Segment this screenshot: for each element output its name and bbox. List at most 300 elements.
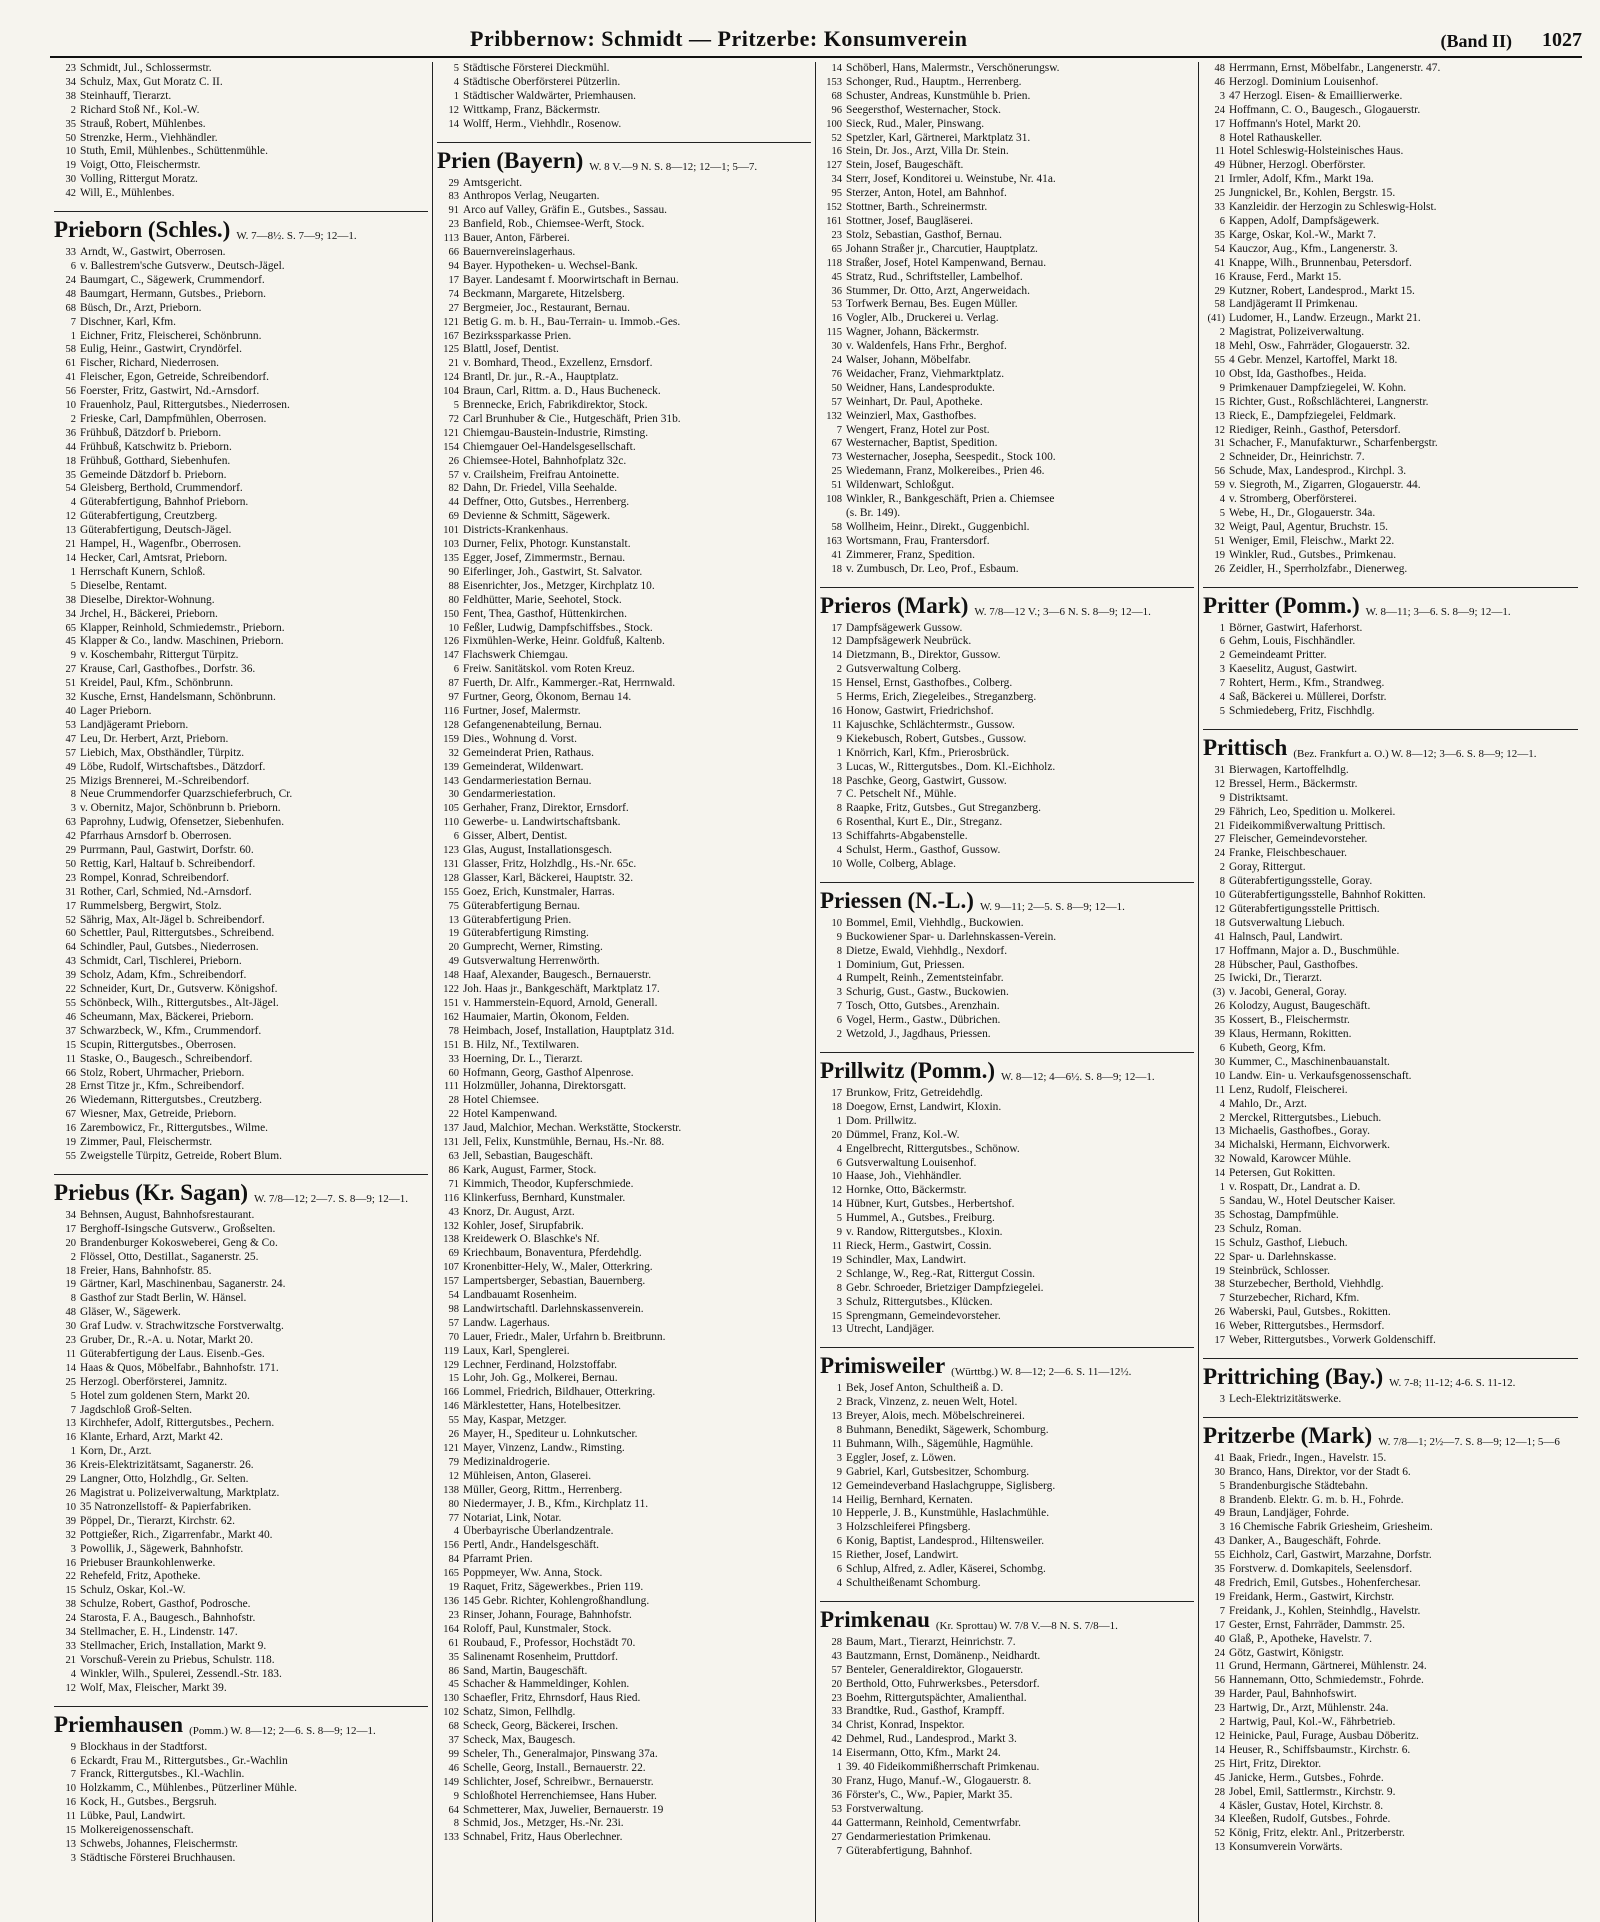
phone-number: 30: [831, 1775, 842, 1787]
phone-number: 1: [1219, 622, 1225, 634]
phone-number: 46: [1214, 76, 1225, 88]
directory-entry: [54, 1039, 428, 1053]
directory-entry: [54, 1348, 428, 1362]
phone-number: 125: [443, 344, 459, 356]
subscriber-text: Raquet, Fritz, Sägewerkbes., Prien 119.: [463, 1581, 644, 1594]
subscriber-text: Purrmann, Paul, Gastwirt, Dorfstr. 60.: [80, 844, 254, 857]
directory-entry: [54, 1251, 428, 1265]
directory-entry: [437, 997, 811, 1011]
phone-number: 35: [1214, 1564, 1225, 1576]
phone-number: 8: [1219, 132, 1225, 144]
directory-entry: [54, 1136, 428, 1150]
subscriber-text: Kirchhefer, Adolf, Rittergutsbes., Pechern.: [80, 1417, 275, 1430]
subscriber-text: Straßer, Josef, Hotel Kampenwand, Bernau.: [846, 256, 1047, 269]
phone-number: 167: [443, 330, 459, 342]
subscriber-text: Hoffmann, Major a. D., Buschmühle.: [1229, 944, 1400, 957]
subscriber-text: Tosch, Otto, Gutsbes., Arenzhain.: [846, 1000, 1000, 1013]
subscriber-text: Schettler, Paul, Rittergutsbes., Schreibend.: [80, 927, 275, 940]
directory-entry: [54, 104, 428, 118]
subscriber-text: Gabriel, Karl, Gutsbesitzer, Schomburg.: [846, 1465, 1030, 1478]
directory-entry: [1203, 677, 1578, 691]
phone-number: 41: [1214, 257, 1225, 269]
phone-number: 148: [443, 970, 459, 982]
phone-number: 68: [448, 1721, 459, 1733]
phone-number: 24: [831, 355, 842, 367]
phone-number: 30: [1214, 1056, 1225, 1068]
phone-number: 105: [443, 803, 459, 815]
subscriber-text: v. Jacobi, General, Goray.: [1229, 986, 1347, 999]
phone-number: 27: [1214, 834, 1225, 846]
phone-number: 26: [1214, 1307, 1225, 1319]
place-name: Primkenau: [820, 1606, 930, 1632]
directory-entry: [54, 1053, 428, 1067]
directory-entry: [820, 1028, 1194, 1042]
directory-entry: [1203, 959, 1578, 973]
place-name: Prieros (Mark): [820, 592, 969, 618]
subscriber-text: Weigt, Paul, Agentur, Bruchstr. 15.: [1229, 520, 1389, 533]
subscriber-text: Mayer, Vinzenz, Landw., Rimsting.: [463, 1442, 625, 1454]
subscriber-text: Schmid, Jos., Metzger, Hs.-Nr. 23i.: [463, 1817, 624, 1830]
phone-number: 30: [65, 174, 76, 186]
directory-entry: [54, 691, 428, 705]
subscriber-text: Egger, Josef, Zimmermstr., Bernau.: [463, 552, 626, 564]
subscriber-text: Eichner, Fritz, Fleischerei, Schönbrunn.: [80, 329, 262, 342]
phone-number: 3: [70, 803, 76, 815]
subscriber-text: Zimmerer, Franz, Spedition.: [846, 548, 975, 561]
subscriber-text: Bayer. Landesamt f. Moorwirtschaft in Bernau.: [463, 273, 679, 286]
phone-number: 57: [448, 469, 459, 481]
phone-number: 10: [831, 1508, 842, 1520]
subscriber-text: Vorschuß-Verein zu Priebus, Schulstr. 118.: [80, 1653, 275, 1666]
phone-number: 2: [1219, 862, 1225, 874]
directory-entry: [54, 260, 428, 274]
subscriber-text: Landw. Lagerhaus.: [463, 1316, 550, 1329]
directory-entry: [437, 1164, 811, 1178]
phone-number: 38: [65, 1599, 76, 1611]
phone-number: 8: [1219, 1494, 1225, 1506]
subscriber-text: Rosenthal, Kurt E., Dir., Streganz.: [846, 816, 1003, 829]
subscriber-text: Engelbrecht, Rittergutsbes., Schönow.: [846, 1142, 1020, 1155]
subscriber-text: Jrchel, H., Bäckerei, Prieborn.: [80, 607, 218, 620]
directory-entry: [820, 1480, 1194, 1494]
phone-number: 7: [836, 789, 842, 801]
phone-number: 121: [443, 1443, 459, 1454]
directory-entry: [820, 1115, 1194, 1129]
phone-number: 30: [448, 789, 459, 801]
subscriber-text: Pöppel, Dr., Tierarzt, Kirchstr. 62.: [80, 1514, 236, 1527]
directory-entry: [54, 1265, 428, 1279]
subscriber-text: Mehl, Osw., Fahrräder, Glogauerstr. 32.: [1229, 340, 1411, 353]
subscriber-text: Kohler, Josef, Sirupfabrik.: [463, 1219, 584, 1232]
phone-number: 58: [65, 344, 76, 356]
subscriber-text: Vogler, Alb., Druckerei u. Verlag.: [846, 312, 999, 325]
columns-container: [50, 62, 1582, 1922]
directory-entry: [54, 844, 428, 858]
subscriber-text: Bauer, Anton, Färberei.: [463, 232, 570, 245]
phone-number: 4: [836, 973, 842, 985]
directory-entry: [437, 1025, 811, 1039]
subscriber-text: Brandenb. Elektr. G. m. b. H., Fohrde.: [1229, 1493, 1404, 1506]
subscriber-text: Berthold, Otto, Fuhrwerksbes., Petersdorf.: [846, 1677, 1040, 1690]
subscriber-text: Landw. Ein- u. Verkaufsgenossenschaft.: [1229, 1069, 1412, 1082]
phone-number: 7: [836, 424, 842, 436]
phone-number: 36: [831, 285, 842, 297]
directory-entry: [437, 733, 811, 747]
subscriber-text: Städtischer Waldwärter, Priemhausen.: [463, 89, 637, 102]
directory-entry: [437, 1345, 811, 1359]
phone-number: 29: [1214, 806, 1225, 818]
directory-entry: [54, 441, 428, 455]
directory-entry: [437, 357, 811, 371]
phone-number: 5: [453, 400, 459, 412]
subscriber-text: Gumprecht, Werner, Rimsting.: [463, 941, 603, 954]
subscriber-text: Winkler, Rud., Gutsbes., Primkenau.: [1229, 548, 1397, 561]
column-2: [433, 62, 816, 1922]
phone-number: 17: [65, 1223, 76, 1235]
subscriber-text: Franke, Fleischbeschauer.: [1229, 847, 1347, 860]
directory-entry: [54, 1668, 428, 1682]
phone-number: 42: [65, 831, 76, 843]
subscriber-text: Mahlo, Dr., Arzt.: [1229, 1097, 1307, 1110]
subscriber-text: Gester, Ernst, Fahrräder, Dammstr. 25.: [1229, 1618, 1405, 1631]
directory-entry: [437, 969, 811, 983]
phone-number: 27: [448, 302, 459, 314]
directory-entry: [437, 469, 811, 483]
phone-number: 47: [65, 733, 76, 745]
subscriber-text: Sterzer, Anton, Hotel, am Bahnhof.: [846, 187, 1007, 200]
directory-entry: [1203, 1758, 1578, 1772]
subscriber-text: Benteler, Generaldirektor, Glogauerstr.: [846, 1663, 1024, 1676]
directory-entry: [54, 663, 428, 677]
directory-entry: [1203, 1660, 1578, 1674]
directory-entry: [1203, 917, 1578, 931]
subscriber-text: Westernacher, Josepha, Seespedit., Stock 100.: [846, 451, 1056, 464]
phone-number: 46: [448, 1762, 459, 1774]
subscriber-text: Schlange, W., Reg.-Rat, Rittergut Cossin.: [846, 1267, 1035, 1280]
subscriber-text: Landwirtschaftl. Darlehnskassenverein.: [463, 1302, 644, 1315]
phone-number: 8: [836, 1425, 842, 1437]
directory-entry: [437, 1762, 811, 1776]
directory-entry: [54, 132, 428, 146]
column-4: [1199, 62, 1582, 1922]
directory-entry: [1203, 201, 1578, 215]
directory-entry: [1203, 257, 1578, 271]
directory-entry: [437, 1108, 811, 1122]
subscriber-text: Schacher, F., Manufakturwr., Scharfenbergstr.: [1229, 437, 1438, 450]
directory-entry: [54, 1810, 428, 1824]
subscriber-text: Städtische Försterei Bruchhausen.: [80, 1851, 236, 1864]
directory-entry: [1203, 1480, 1578, 1494]
subscriber-text: Weidner, Hans, Landesprodukte.: [846, 381, 995, 394]
directory-entry: [820, 1803, 1194, 1817]
subscriber-text: Powollik, J., Sägewerk, Bahnhofstr.: [80, 1542, 244, 1555]
directory-entry: [1203, 451, 1578, 465]
directory-entry: [1203, 889, 1578, 903]
subscriber-text: Magistrat, Polizeiverwaltung.: [1229, 326, 1365, 339]
directory-entry: [1203, 875, 1578, 889]
subscriber-text: Bauernvereinslagerhaus.: [463, 246, 576, 259]
directory-entry: [437, 1692, 811, 1706]
phone-number: 53: [65, 719, 76, 731]
subscriber-text: Gemeindeamt Pritter.: [1229, 649, 1327, 662]
phone-number: 28: [65, 1081, 76, 1093]
directory-entry: [820, 1831, 1194, 1845]
subscriber-text: Eisermann, Otto, Kfm., Markt 24.: [846, 1747, 1001, 1760]
directory-entry: [1203, 382, 1578, 396]
subscriber-text: Neue Crummendorfer Quarzschieferbruch, Cr.: [80, 788, 293, 801]
subscriber-text: Westernacher, Baptist, Spedition.: [846, 437, 998, 450]
phone-number: 116: [443, 705, 459, 717]
phone-number: 20: [831, 1678, 842, 1690]
subscriber-text: Gutsverwaltung Colberg.: [846, 663, 961, 676]
directory-entry: [437, 1275, 811, 1289]
phone-number: 55: [65, 1150, 76, 1162]
subscriber-text: Franz, Hugo, Manuf.-W., Glogauerstr. 8.: [846, 1774, 1032, 1787]
subscriber-text: Güterabfertigungsstelle, Goray.: [1229, 875, 1373, 888]
subscriber-text: May, Kaspar, Metzger.: [463, 1414, 567, 1427]
subscriber-text: Weniger, Emil, Fleischw., Markt 22.: [1229, 534, 1395, 547]
place-name: Priebus (Kr. Sagan): [54, 1179, 249, 1205]
directory-entry: [54, 622, 428, 636]
subscriber-text: Eichholz, Carl, Gastwirt, Marzahne, Dorfstr.: [1229, 1549, 1432, 1562]
directory-entry: [1203, 986, 1578, 1000]
subscriber-text: Lenz, Rudolf, Fleischerei.: [1229, 1083, 1348, 1096]
directory-entry: [54, 62, 428, 76]
directory-entry: [54, 1209, 428, 1223]
phone-number: 65: [65, 622, 76, 634]
phone-number: 20: [448, 942, 459, 954]
subscriber-text: Schulze, Robert, Gasthof, Podrosche.: [80, 1598, 251, 1611]
subscriber-text: Dies., Wohnung d. Vorst.: [463, 732, 577, 745]
directory-entry: [1203, 1452, 1578, 1466]
directory-entry: [437, 941, 811, 955]
phone-number: 40: [1214, 1633, 1225, 1645]
subscriber-text: Schmidt, Carl, Tischlerei, Prieborn.: [80, 955, 242, 968]
subscriber-text: Boehm, Rittergutspächter, Amalienthal.: [846, 1691, 1027, 1704]
subscriber-text: Güterabfertigung, Bahnhof Prieborn.: [80, 496, 249, 509]
directory-entry: [1203, 354, 1578, 368]
phone-number: 34: [831, 1720, 842, 1732]
directory-entry: [54, 719, 428, 733]
directory-entry: [820, 62, 1194, 76]
directory-entry: [437, 441, 811, 455]
subscriber-text: Dieselbe, Rentamt.: [80, 579, 167, 592]
phone-number: 26: [65, 1488, 76, 1499]
directory-entry: [1203, 1563, 1578, 1577]
subscriber-text: Rummelsberg, Bergwirt, Stolz.: [80, 899, 222, 912]
directory-entry: [54, 1011, 428, 1025]
subscriber-text: Molkereigenossenschaft.: [80, 1824, 194, 1837]
phone-number: 3: [70, 1543, 76, 1555]
directory-entry: [1203, 1535, 1578, 1549]
phone-number: 23: [448, 219, 459, 231]
phone-number: 45: [65, 636, 76, 648]
subscriber-text: Feldhütter, Marie, Seehotel, Stock.: [463, 593, 622, 606]
subscriber-text: Danker, A., Baugeschäft, Fohrde.: [1229, 1535, 1382, 1548]
directory-entry: [437, 1192, 811, 1206]
subscriber-text: Mizigs Brennerei, M.-Schreibendorf.: [80, 774, 250, 787]
subscriber-text: Güterabfertigungsstelle Prittisch.: [1229, 902, 1380, 915]
phone-number: 20: [831, 1129, 842, 1141]
phone-number: 12: [1214, 424, 1225, 436]
subscriber-text: Schnabel, Fritz, Haus Oberlechner.: [463, 1831, 623, 1844]
phone-number: 5: [453, 63, 459, 74]
directory-entry: [437, 246, 811, 260]
phone-number: 18: [831, 563, 842, 575]
place-name: Priessen (N.-L.): [820, 887, 974, 913]
subscriber-text: Heimbach, Josef, Installation, Hauptplatz 31d.: [463, 1024, 675, 1037]
directory-entry: [54, 900, 428, 914]
phone-number: 87: [448, 678, 459, 690]
subscriber-text: Webe, H., Dr., Glogauerstr. 34a.: [1229, 507, 1376, 519]
directory-entry: [820, 663, 1194, 677]
directory-entry: [820, 635, 1194, 649]
subscriber-text: Jell, Sebastian, Baugeschäft.: [463, 1149, 594, 1162]
subscriber-text: Hübner, Herzogl. Oberförster.: [1229, 159, 1366, 172]
directory-entry: [1203, 622, 1578, 636]
phone-number: 29: [65, 1474, 76, 1486]
phone-number: 53: [831, 299, 842, 311]
directory-entry: [820, 410, 1194, 424]
subscriber-text: Hoerning, Dr. L., Tierarzt.: [463, 1052, 583, 1065]
subscriber-text: Hotel zum goldenen Stern, Markt 20.: [80, 1389, 250, 1402]
subscriber-text: Haumaier, Martin, Ökonom, Felden.: [463, 1010, 630, 1023]
directory-entry: [820, 1664, 1194, 1678]
phone-number: 3: [1219, 664, 1225, 676]
subscriber-text: Winkler, Wilh., Spulerei, Zessendl.-Str. 183.: [80, 1667, 282, 1680]
subscriber-text: Scheler, Th., Generalmajor, Pinswang 37a.: [463, 1747, 658, 1760]
directory-entry: [1203, 1688, 1578, 1702]
phone-number: 64: [448, 1804, 459, 1816]
directory-entry: [1203, 1800, 1578, 1814]
directory-entry: [820, 1452, 1194, 1466]
phone-number: 12: [65, 1682, 76, 1694]
directory-entry: [820, 201, 1194, 215]
directory-entry: [437, 649, 811, 663]
phone-number: 27: [831, 1831, 842, 1843]
subscriber-text: Lübke, Paul, Landwirt.: [80, 1810, 186, 1823]
subscriber-text: Rieck, Herm., Gastwirt, Cossin.: [846, 1239, 992, 1252]
directory-entry: [820, 1494, 1194, 1508]
directory-entry: [820, 1240, 1194, 1254]
subscriber-text: Brunkow, Fritz, Getreidehdlg.: [846, 1087, 983, 1099]
phone-number: 88: [448, 580, 459, 592]
place-name: Prillwitz (Pomm.): [820, 1058, 995, 1083]
phone-number: 78: [448, 1025, 459, 1037]
subscriber-text: Flachswerk Chiemgau.: [463, 649, 569, 662]
subscriber-text: Güterabfertigung der Laus. Eisenb.-Ges.: [80, 1347, 265, 1360]
directory-entry: [437, 705, 811, 719]
place-heading: [820, 882, 1194, 913]
phone-number: 21: [65, 539, 76, 551]
phone-number: 30: [1214, 1466, 1225, 1478]
directory-entry: [1203, 215, 1578, 229]
phone-number: 4: [1219, 1098, 1225, 1110]
directory-entry: [54, 775, 428, 789]
subscriber-text: Schacher & Hammeldinger, Kohlen.: [463, 1678, 630, 1691]
directory-entry: [1203, 1028, 1578, 1042]
phone-number: 29: [448, 177, 459, 189]
subscriber-text: v. Waldenfels, Hans Frhr., Berghof.: [846, 340, 1007, 353]
phone-number: 64: [65, 942, 76, 954]
place-name: Prien (Bayern): [437, 147, 584, 173]
directory-entry: [1203, 1334, 1578, 1348]
directory-entry: [1203, 479, 1578, 493]
subscriber-text: Müller, Georg, Rittm., Herrenberg.: [463, 1483, 623, 1496]
directory-entry: [1203, 326, 1578, 340]
phone-number: 11: [1214, 1661, 1225, 1673]
subscriber-text: Roubaud, F., Professor, Hochstädt 70.: [463, 1636, 636, 1649]
directory-entry: [54, 1376, 428, 1390]
subscriber-text: Güterabfertigung Prien.: [463, 913, 572, 926]
phone-number: 80: [448, 1498, 459, 1510]
subscriber-text: Wittkamp, Franz, Bäckermstr.: [463, 103, 601, 116]
directory-entry: [437, 1331, 811, 1345]
office-hours: (Pomm.) W. 8—12; 2—6. S. 8—9; 12—1.: [189, 1724, 376, 1737]
directory-entry: [437, 1400, 811, 1414]
directory-entry: [437, 580, 811, 594]
directory-entry: [437, 1498, 811, 1512]
phone-number: 3: [1219, 1393, 1225, 1405]
subscriber-text: Karge, Oskar, Kol.-W., Markt 7.: [1229, 228, 1376, 241]
directory-entry: [54, 927, 428, 941]
phone-number: 4: [1219, 692, 1225, 704]
phone-number: 18: [1214, 341, 1225, 353]
directory-entry: [54, 1626, 428, 1640]
directory-entry: [437, 1442, 811, 1456]
directory-entry: [54, 1501, 428, 1515]
phone-number: 51: [831, 480, 842, 492]
phone-number: 33: [65, 247, 76, 259]
phone-number: 25: [65, 1376, 76, 1388]
subscriber-text: Schulz, Roman.: [1229, 1222, 1302, 1235]
subscriber-text: Bayer. Hypotheken- u. Wechsel-Bank.: [463, 259, 638, 272]
subscriber-text: Hoffmann's Hotel, Markt 20.: [1229, 117, 1361, 130]
directory-entry: [54, 1529, 428, 1543]
directory-entry: [437, 399, 811, 413]
subscriber-text: Heuser, R., Schiffsbaumstr., Kirchstr. 6.: [1229, 1743, 1411, 1756]
subscriber-text: Hecker, Carl, Amtsrat, Prieborn.: [80, 552, 228, 564]
phone-number: 67: [65, 1109, 76, 1121]
subscriber-text: Kusche, Ernst, Handelsmann, Schönbrunn.: [80, 691, 276, 704]
phone-number: 39: [65, 970, 76, 982]
place-heading: [820, 1052, 1194, 1083]
subscriber-text: Haas & Quos, Möbelfabr., Bahnhofstr. 171.: [80, 1361, 279, 1374]
directory-entry: [437, 538, 811, 552]
phone-number: 52: [65, 914, 76, 926]
phone-number: 2: [1219, 1112, 1225, 1124]
phone-number: 12: [1214, 903, 1225, 915]
directory-entry: [1203, 1393, 1578, 1407]
subscriber-text: Kreis-Elektrizitätsamt, Saganerstr. 26.: [80, 1459, 254, 1472]
subscriber-text: Anthropos Verlag, Neugarten.: [463, 190, 600, 203]
phone-number: 15: [448, 1373, 459, 1385]
directory-entry: [437, 177, 811, 191]
directory-entry: [437, 1734, 811, 1748]
directory-entry: [1203, 1494, 1578, 1508]
subscriber-text: Braun, Landjäger, Fohrde.: [1229, 1507, 1350, 1520]
phone-number: 35: [1214, 1015, 1225, 1027]
directory-entry: [820, 1438, 1194, 1452]
directory-entry: [437, 747, 811, 761]
directory-entry: [820, 1678, 1194, 1692]
phone-number: 86: [448, 1164, 459, 1176]
phone-number: 34: [65, 1209, 76, 1221]
phone-number: 3: [836, 1522, 842, 1534]
subscriber-text: Saß, Bäckerei u. Müllerei, Dorfstr.: [1229, 691, 1387, 704]
subscriber-text: Bressel, Herm., Bäckermstr.: [1229, 777, 1358, 790]
subscriber-text: Hartwig, Dr., Arzt, Mühlenstr. 24a.: [1229, 1702, 1389, 1715]
